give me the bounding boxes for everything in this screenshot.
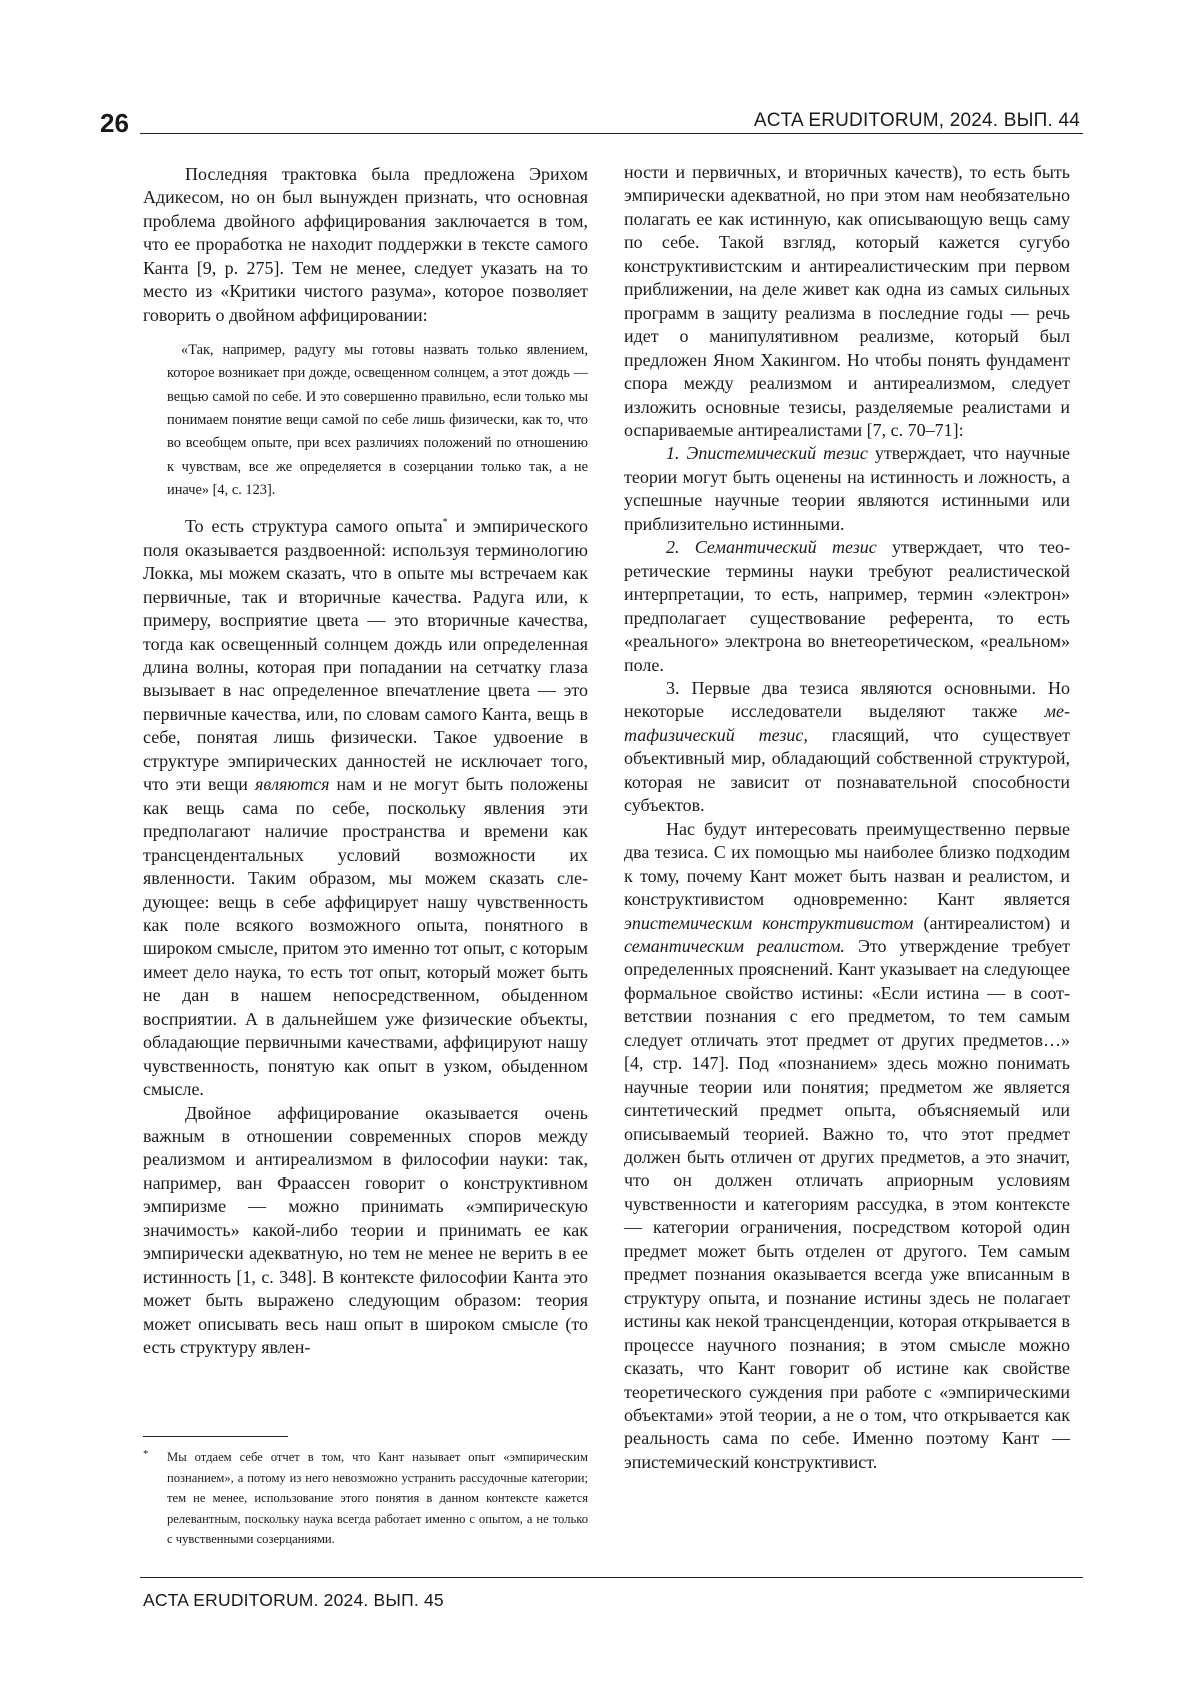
- paragraph: Последняя трактовка была предложена Эрихом Адикесом, но он был вынужден признать, что основная проблема двойного аффицирования заключается в том, что ее проработка не находит поддержки в тексте самого Канта [9, p. 275]. Тем не менее, следует указать на то место из «Критики чистого разума», которое позволяет говорить о двойном аффицировании:: [143, 164, 588, 325]
- text-run: утверждает, что теоретические термины науки требуют реалистической интерпретации, то есть, например, термин «электрон» предполагает существование референта, то есть «реального» электрона во внетеоретическом, «реальном» поле.: [624, 537, 1070, 675]
- emphasis: 2. Семантический тезис: [666, 537, 877, 558]
- text-run: 3. Первые два тезиса являются основными. Но некоторые исследователи выделяют также: [624, 677, 1070, 722]
- footer-text: ACTA ERUDITORUM. 2024. ВЫП. 45: [143, 1590, 444, 1610]
- paragraph: [624, 442, 1070, 536]
- paragraph: [143, 515, 588, 1101]
- paragraph: Двойное аффицирование оказывается очень важным в отношении современных споров между реализмом и антиреализмом в философии науки: так, например, ван Фраассен говорит о конструктивном эмпиризме — можно принимать «эмпирическую значимость» какой-либо теории и принимать ее как эмпирически адекватную, но тем не менее не верить в ее истинность [1, с. 348]. В контексте философии Канта это может быть выражено следующим образом: теория может описывать весь наш опыт в широком смысле (то есть структуру явлен-: [143, 1102, 588, 1358]
- footnote: [143, 1447, 588, 1550]
- text-run: нам и не могут быть положены как вещь сама по себе, поскольку явления эти предполагают наличие пространства и времени как трансцендентальных условий возможности их явленности. Таким образом, мы можем сказать следующее: вещь в себе аффицирует нашу чувственность как поле всякого возможного опыта, понятного в широком смысле, притом это именно тот опыт, с которым имеет дело наука, то есть тот опыт, который может быть не дан в нашем непосредственном, обыденном восприятии. А в дальнейшем уже физические объекты, обладающие первичными качествами, аффицируют нашу чувственность, понятую как опыт в узком, обыденном смысле.: [143, 774, 588, 1100]
- text-run: (антиреалистом) и: [913, 912, 1070, 933]
- emphasis: семантическим реалистом.: [624, 935, 845, 956]
- text-run: и эмпирического поля оказывается раздвоенной: используя терминологию Локка, мы можем сказать, что в опыте мы встречаем как первичные, так и вторичные качества. Радуга или, к примеру, восприятие цвета — это вторичные качества, тогда как освещенный солнцем дождь или определенная длина волны, которая при попадании на сетчатку глаза вызывает в нас определенное впечатление цвета — это первичные качества, или, по словам самого Канта, вещь в себе, понятая лишь физически. Такое удвоение в структуре эмпирических данностей не исключает того, что эти вещи: [143, 516, 588, 795]
- footer-rule: [140, 1577, 1083, 1578]
- running-head: ACTA ERUDITORUM, 2024. ВЫП. 44: [753, 110, 1080, 131]
- left-column: [143, 163, 588, 1360]
- paragraph: [624, 677, 1070, 818]
- right-column: [624, 161, 1070, 1474]
- emphasis: эпистемическим конструктивистом: [624, 912, 914, 933]
- emphasis: являются: [255, 774, 330, 795]
- text-run: Нас будут интересовать преимущественно первые два тезиса. С их помощью мы наиболее близко подходим к тому, почему Кант может быть назван и реалистом, и конструктивистом одновременно: Кант является: [624, 818, 1070, 910]
- footnote-text: Мы отдаем себе отчет в том, что Кант называет опыт «эмпирическим познанием», а потому из него невозможно устранить рассудочные категории; тем не менее, использование этого понятия в данном контексте кажется релевантным, поскольку наука всегда работает именно с опытом, а не только с чувственными созерцаниями.: [167, 1450, 588, 1546]
- footnote-rule: [143, 1436, 288, 1437]
- emphasis: метафизический тезис,: [624, 701, 1070, 745]
- footnote-marker[interactable]: *: [442, 517, 448, 529]
- text-run: гласящий, что существует объективный мир, обладающий собственной структурой, которая не зависит от познавательной способности субъектов.: [624, 724, 1070, 816]
- text-run: Это утверждение требует определенных прояснений. Кант указывает на следующее формальное свойство истины: «Если истина — в соответствии познания с его предметом, то тем самым следует отличать этот предмет от других предметов…» [4, стр. 147]. Под «познанием» здесь можно понимать научные теории или понятия; предметом же является синтетический предмет опыта, объясняемый или описываемый теорией. Важно то, что этот предмет должен быть отличен от других предметов, а это значит, что он должен отличать априорным условиям чувственности и категориям рассудка, в этом контексте — категории ограничения, посредством которой один предмет может быть отделен от другого. Тем самым предмет познания оказывается всегда уже вписанным в структуру опыта, и познание истины здесь не полагает истины как некой трансценденции, которая открывается в процессе научного познания; в этом смысле можно сказать, что Кант говорит об истине как свойстве теоретического суждения при работе с «эмпирическими объектами» этой теории, а не о том, что открывается как реальность сама по себе. Именно поэтому Кант — эпистемический конструктивист.: [624, 935, 1070, 1472]
- paragraph: [624, 818, 1070, 1475]
- text-run: То есть структура самого опыта: [185, 516, 443, 537]
- paragraph: ности и первичных, и вторичных качеств), то есть быть эмпирически адекватной, но при этом нам необязательно полагать ее как истинную, как описывающую вещь саму по себе. Такой взгляд, который кажется сугубо конструктивистским и антиреалистическим при первом приближении, на деле живет как одна из самых сильных программ в защиту реализма в последние годы — речь идет о манипулятивном реализме, который был предложен Яном Хакингом. Но чтобы понять фундамент спора между реализмом и антиреализмом, следует изложить основные тезисы, разделяемые реалистами и оспариваемые антиреалистами [7, с. 70–71]:: [624, 162, 1070, 440]
- text-run: утверждает, что научные теории могут быть оценены на истинность и ложность, а успешные научные теории являются истинными или приблизительно истинными.: [624, 443, 1070, 534]
- page-number: 26: [100, 108, 129, 138]
- footnote-mark: *: [143, 1448, 149, 1460]
- block-quote: «Так, например, радугу мы готовы назвать только явлением, которое возникает при дожде, освещенном солнцем, а этот дождь — вещью самой по себе. И это совершенно правильно, если только мы понимаем понятие вещи самой по себе лишь физически, как то, что во всеобщем опыте, при всех различиях положений по отношению к чувствам, все же определяется в созерцании только так, а не иначе» [4, с. 123].: [167, 342, 588, 498]
- paragraph: [624, 536, 1070, 677]
- header-rule: [140, 133, 1083, 134]
- emphasis: 1. Эпистемический тезис: [666, 443, 868, 464]
